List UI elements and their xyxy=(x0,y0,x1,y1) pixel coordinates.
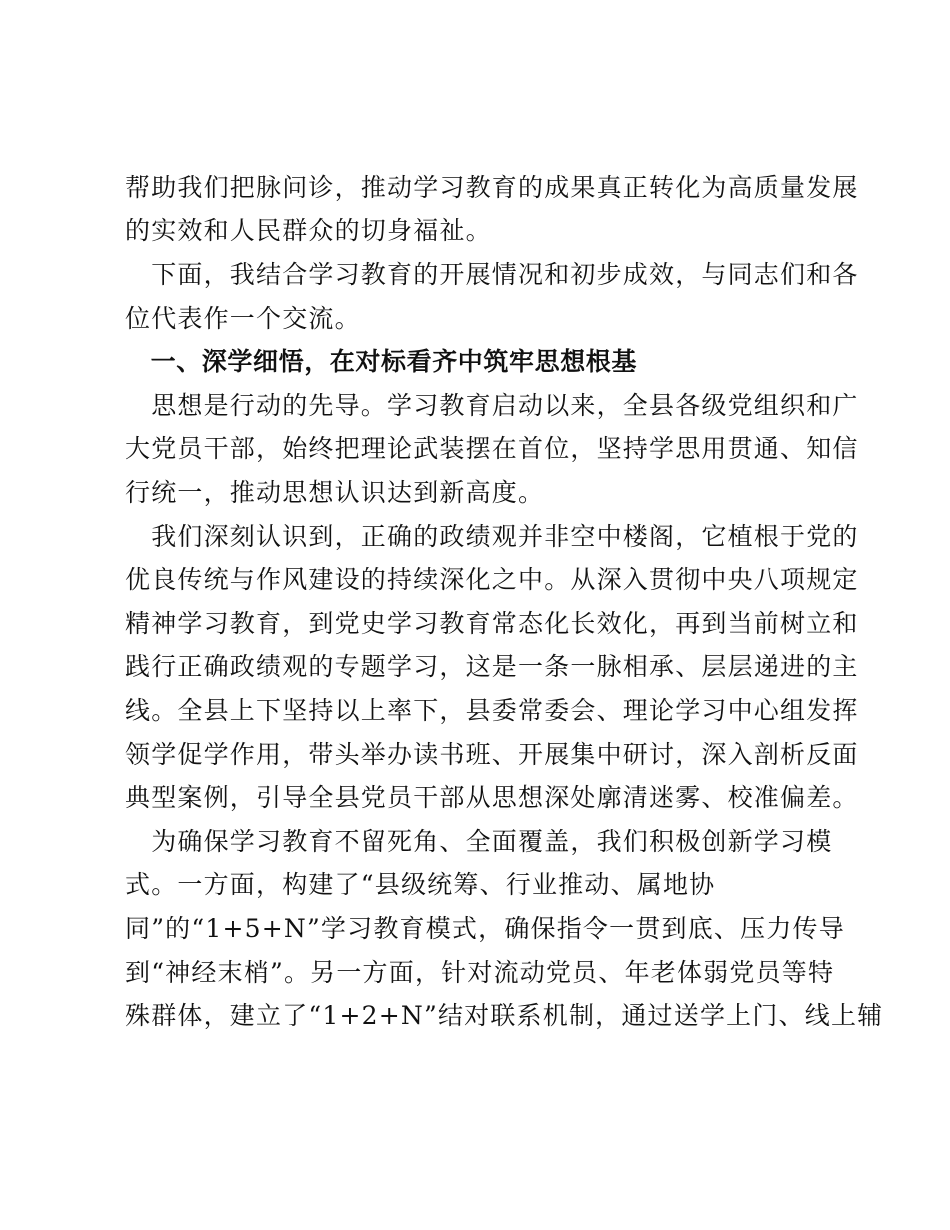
text-line: 到“神经末梢”。另一方面，针对流动党员、年老体弱党员等特 xyxy=(125,958,835,987)
text-line: 为确保学习教育不留死角、全面覆盖，我们积极创新学习模 xyxy=(125,827,833,856)
text-line: 殊群体，建立了“1+2+N”结对联系机制，通过送学上门、线上辅 xyxy=(125,1001,884,1030)
text-line: 精神学习教育，到党史学习教育常态化长效化，再到当前树立和 xyxy=(125,609,859,638)
text-line: 践行正确政绩观的专题学习，这是一条一脉相承、层层递进的主 xyxy=(125,652,859,681)
text-line: 领学促学作用，带头举办读书班、开展集中研讨，深入剖析反面 xyxy=(125,740,859,769)
text-line: 思想是行动的先导。学习教育启动以来，全县各级党组织和广 xyxy=(125,391,859,420)
text-line: 位代表作一个交流。 xyxy=(125,304,361,333)
text-line: 我们深刻认识到，正确的政绩观并非空中楼阁，它植根于党的 xyxy=(125,522,859,551)
text-line: 典型案例，引导全县党员干部从思想深处廓清迷雾、校准偏差。 xyxy=(125,783,859,812)
section-heading: 一、深学细悟，在对标看齐中筑牢思想根基 xyxy=(125,347,638,376)
text-line: 下面，我结合学习教育的开展情况和初步成效，与同志们和各 xyxy=(125,260,859,289)
text-line: 的实效和人民群众的切身福祉。 xyxy=(125,216,492,245)
text-line: 大党员干部，始终把理论武装摆在首位，坚持学思用贯通、知信 xyxy=(125,434,859,463)
text-line: 同”的“1+5+N”学习教育模式，确保指令一贯到底、压力传导 xyxy=(125,914,845,943)
text-line: 线。全县上下坚持以上率下，县委常委会、理论学习中心组发挥 xyxy=(125,696,859,725)
text-line: 优良传统与作风建设的持续深化之中。从深入贯彻中央八项规定 xyxy=(125,565,859,594)
text-line: 帮助我们把脉问诊，推动学习教育的成果真正转化为高质量发展 xyxy=(125,173,859,202)
text-line: 式。一方面，构建了“县级统筹、行业推动、属地协 xyxy=(125,870,716,899)
text-line: 行统一，推动思想认识达到新高度。 xyxy=(125,478,545,507)
